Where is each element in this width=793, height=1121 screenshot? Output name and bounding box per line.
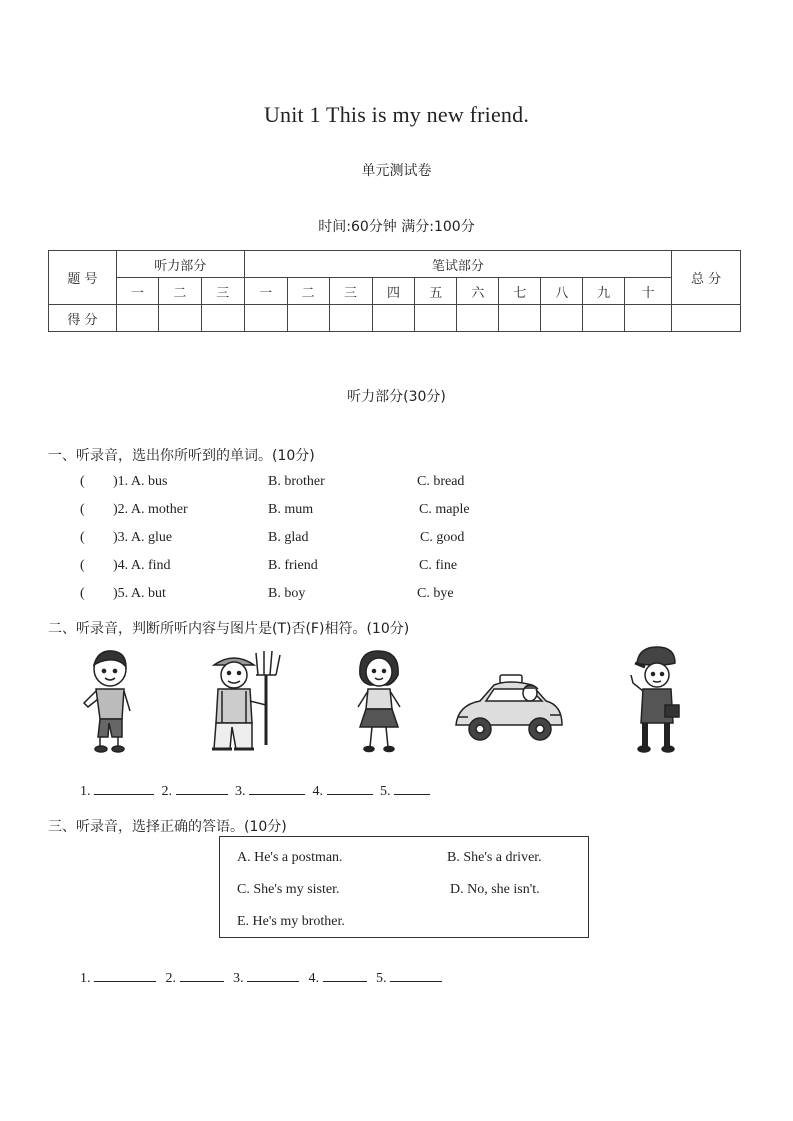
listening-col: 三 <box>201 278 244 305</box>
listening-col: 二 <box>158 278 201 305</box>
listening-part-header: 听力部分 <box>116 251 244 278</box>
answer-blank[interactable] <box>394 782 430 795</box>
answer-blank[interactable] <box>94 782 154 795</box>
option-c: C. good <box>420 530 465 545</box>
option-b: B. She's a driver. <box>447 850 542 865</box>
listening-section-heading: 听力部分(30分) <box>347 389 446 405</box>
option-c: C. fine <box>419 558 458 573</box>
row-label-score: 得 分 <box>49 305 117 332</box>
score-cell[interactable] <box>583 305 625 332</box>
option-a: )2. A. mother <box>113 502 188 517</box>
blank-label: 2. <box>165 971 176 986</box>
option-a: )1. A. bus <box>113 474 168 489</box>
taxi-driver-image <box>450 645 565 755</box>
score-subheader-row <box>49 278 741 305</box>
score-cell[interactable] <box>201 305 244 332</box>
answer-paren[interactable]: ( <box>80 558 85 573</box>
score-cell[interactable] <box>625 305 672 332</box>
q2-heading: 二、听录音，判断所听内容与图片是(T)否(F)相符。(10分) <box>48 621 410 637</box>
option-a: )3. A. glue <box>113 530 173 545</box>
answer-blank[interactable] <box>390 969 442 982</box>
blank-label: 3. <box>235 784 246 799</box>
score-cell[interactable] <box>158 305 201 332</box>
writing-col: 六 <box>457 278 499 305</box>
option-c: C. bye <box>417 586 454 601</box>
writing-col: 八 <box>541 278 583 305</box>
answer-paren[interactable]: ( <box>80 586 85 601</box>
answer-blank[interactable] <box>180 969 224 982</box>
q2-pictures <box>60 645 740 755</box>
blank-label: 4. <box>312 784 323 799</box>
score-cell[interactable] <box>116 305 158 332</box>
total-header: 总 分 <box>672 251 741 305</box>
exam-meta: 时间:60分钟 满分:100分 <box>318 219 475 235</box>
option-c: C. She's my sister. <box>237 882 340 897</box>
listening-col: 一 <box>116 278 158 305</box>
score-header-row <box>49 251 741 278</box>
option-e: E. He's my brother. <box>237 914 345 929</box>
blank-label: 1. <box>80 971 91 986</box>
row-label-number: 题 号 <box>49 251 117 305</box>
q1-item <box>80 586 540 606</box>
boy-image <box>78 645 138 755</box>
score-cell[interactable] <box>244 305 287 332</box>
option-b: B. glad <box>268 530 309 545</box>
score-row <box>49 305 741 332</box>
q1-item <box>80 502 540 522</box>
score-cell[interactable] <box>372 305 415 332</box>
score-cell[interactable] <box>541 305 583 332</box>
answer-blank[interactable] <box>247 969 299 982</box>
score-cell[interactable] <box>415 305 457 332</box>
blank-label: 3. <box>233 971 244 986</box>
q1-heading: 一、听录音，选出你所听到的单词。(10分) <box>48 448 315 464</box>
answer-paren[interactable]: ( <box>80 502 85 517</box>
answer-blank[interactable] <box>323 969 367 982</box>
writing-col: 四 <box>372 278 415 305</box>
score-cell[interactable] <box>287 305 329 332</box>
option-b: B. brother <box>268 474 325 489</box>
score-cell[interactable] <box>499 305 541 332</box>
girl-image <box>348 645 408 755</box>
postman-image <box>625 645 685 755</box>
option-a: A. He's a postman. <box>237 850 343 865</box>
score-cell[interactable] <box>457 305 499 332</box>
writing-col: 三 <box>329 278 372 305</box>
option-c: C. maple <box>419 502 470 517</box>
writing-col: 七 <box>499 278 541 305</box>
q1-item <box>80 474 540 494</box>
blank-label: 4. <box>308 971 319 986</box>
blank-label: 2. <box>161 784 172 799</box>
writing-part-header: 笔试部分 <box>244 251 671 278</box>
q1-item <box>80 558 540 578</box>
option-a: )5. A. but <box>113 586 166 601</box>
option-b: B. mum <box>268 502 314 517</box>
blank-label: 1. <box>80 784 91 799</box>
page-title: Unit 1 This is my new friend. <box>263 102 530 127</box>
answer-blank[interactable] <box>176 782 228 795</box>
blank-label: 5. <box>380 784 391 799</box>
option-c: C. bread <box>417 474 465 489</box>
writing-col: 九 <box>583 278 625 305</box>
answer-paren[interactable]: ( <box>80 474 85 489</box>
q1-item <box>80 530 540 550</box>
answer-blank[interactable] <box>94 969 156 982</box>
q3-answer-blanks <box>80 969 442 987</box>
farmer-image <box>200 645 295 755</box>
q3-heading: 三、听录音，选择正确的答语。(10分) <box>48 819 287 835</box>
score-cell[interactable] <box>329 305 372 332</box>
score-cell-total[interactable] <box>672 305 741 332</box>
answer-blank[interactable] <box>249 782 305 795</box>
option-b: B. friend <box>268 558 318 573</box>
answer-paren[interactable]: ( <box>80 530 85 545</box>
q3-options-box <box>219 836 589 938</box>
writing-col: 一 <box>244 278 287 305</box>
score-table <box>48 250 741 332</box>
writing-col: 十 <box>625 278 672 305</box>
blank-label: 5. <box>376 971 387 986</box>
option-d: D. No, she isn't. <box>450 882 540 897</box>
q2-answer-blanks <box>80 782 430 800</box>
answer-blank[interactable] <box>327 782 373 795</box>
option-a: )4. A. find <box>113 558 171 573</box>
writing-col: 二 <box>287 278 329 305</box>
page-subtitle: 单元测试卷 <box>361 163 432 179</box>
writing-col: 五 <box>415 278 457 305</box>
option-b: B. boy <box>268 586 306 601</box>
